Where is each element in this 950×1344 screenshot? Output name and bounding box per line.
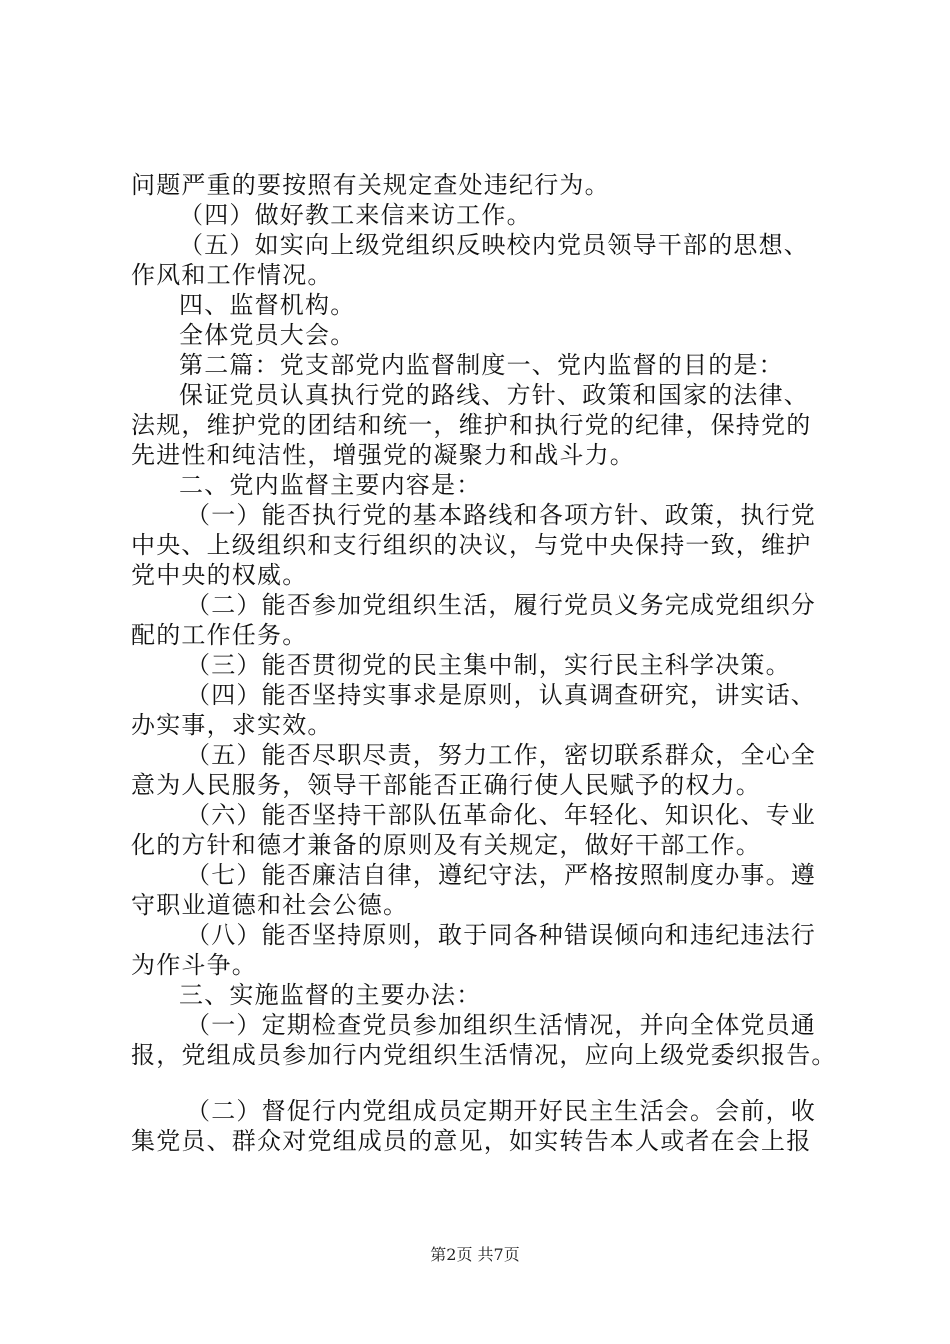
text-line: 守职业道德和社会公德。 <box>131 891 409 919</box>
text-line: 为作斗争。 <box>131 951 257 979</box>
paragraph <box>131 470 831 500</box>
paragraph-gap <box>131 1070 831 1096</box>
text-line: 集党员、群众对党组成员的意见，如实转告本人或者在会上报 <box>131 1127 812 1155</box>
text-line: （七）能否廉洁自律，遵纪守法，严格按照制度办事。遵 <box>186 861 816 889</box>
text-line: 四、监督机构。 <box>179 291 356 319</box>
text-line: 党中央的权威。 <box>131 561 308 589</box>
text-line: 法规，维护党的团结和统一，维护和执行党的纪律，保持党的 <box>131 411 812 439</box>
text-line: 报，党组成员参加行内党组织生活情况，应向上级党委织报告。 <box>131 1041 837 1069</box>
text-line: 全体党员大会。 <box>179 321 356 349</box>
paragraph <box>131 500 831 590</box>
paragraph <box>131 170 831 200</box>
text-line: （五）能否尽职尽责，努力工作，密切联系群众，全心全 <box>186 741 816 769</box>
text-line: 化的方针和德才兼备的原则及有关规定，做好干部工作。 <box>131 831 761 859</box>
paragraph <box>131 200 831 230</box>
document-body <box>131 170 837 1156</box>
text-line: （八）能否坚持原则，敢于同各种错误倾向和违纪违法行 <box>186 921 816 949</box>
text-line: （五）如实向上级党组织反映校内党员领导干部的思想、 <box>179 231 809 259</box>
paragraph <box>131 290 831 320</box>
text-line: 先进性和纯洁性，增强党的凝聚力和战斗力。 <box>131 441 635 469</box>
text-line: （二）能否参加党组织生活，履行党员义务完成党组织分 <box>186 591 816 619</box>
paragraph <box>131 860 831 920</box>
paragraph <box>131 320 831 350</box>
text-line: （二）督促行内党组成员定期开好民主生活会。会前，收 <box>186 1097 816 1125</box>
page-number-label: 第2页 共7页 <box>430 1245 520 1264</box>
text-line: 三、实施监督的主要办法： <box>179 981 482 1009</box>
text-line: 第二篇：党支部党内监督制度一、党内监督的目的是： <box>179 351 784 379</box>
paragraph <box>131 590 831 650</box>
text-line: （三）能否贯彻党的民主集中制，实行民主科学决策。 <box>186 651 791 679</box>
text-line: 中央、上级组织和支行组织的决议，与党中央保持一致，维护 <box>131 531 812 559</box>
paragraph <box>131 650 831 680</box>
page-footer <box>0 1242 950 1265</box>
text-line: 问题严重的要按照有关规定查处违纪行为。 <box>131 171 610 199</box>
paragraph <box>131 680 831 740</box>
paragraph <box>131 1010 837 1070</box>
text-line: 二、党内监督主要内容是： <box>179 471 482 499</box>
text-line: （六）能否坚持干部队伍革命化、年轻化、知识化、专业 <box>186 801 816 829</box>
paragraph <box>131 980 831 1010</box>
paragraph <box>131 380 831 470</box>
paragraph <box>131 740 831 800</box>
text-line: （一）能否执行党的基本路线和各项方针、政策，执行党 <box>186 501 816 529</box>
text-line: 办实事，求实效。 <box>131 711 333 739</box>
text-line: 保证党员认真执行党的路线、方针、政策和国家的法律、 <box>179 381 809 409</box>
text-line: （一）定期检查党员参加组织生活情况，并向全体党员通 <box>186 1011 816 1039</box>
text-line: 配的工作任务。 <box>131 621 308 649</box>
paragraph <box>131 1096 831 1156</box>
text-line: 意为人民服务，领导干部能否正确行使人民赋予的权力。 <box>131 771 761 799</box>
paragraph <box>131 350 831 380</box>
paragraph <box>131 920 831 980</box>
text-line: （四）做好教工来信来访工作。 <box>179 201 532 229</box>
paragraph <box>131 800 831 860</box>
text-line: （四）能否坚持实事求是原则，认真调查研究，讲实话、 <box>186 681 816 709</box>
paragraph <box>131 230 831 290</box>
text-line: 作风和工作情况。 <box>131 261 333 289</box>
